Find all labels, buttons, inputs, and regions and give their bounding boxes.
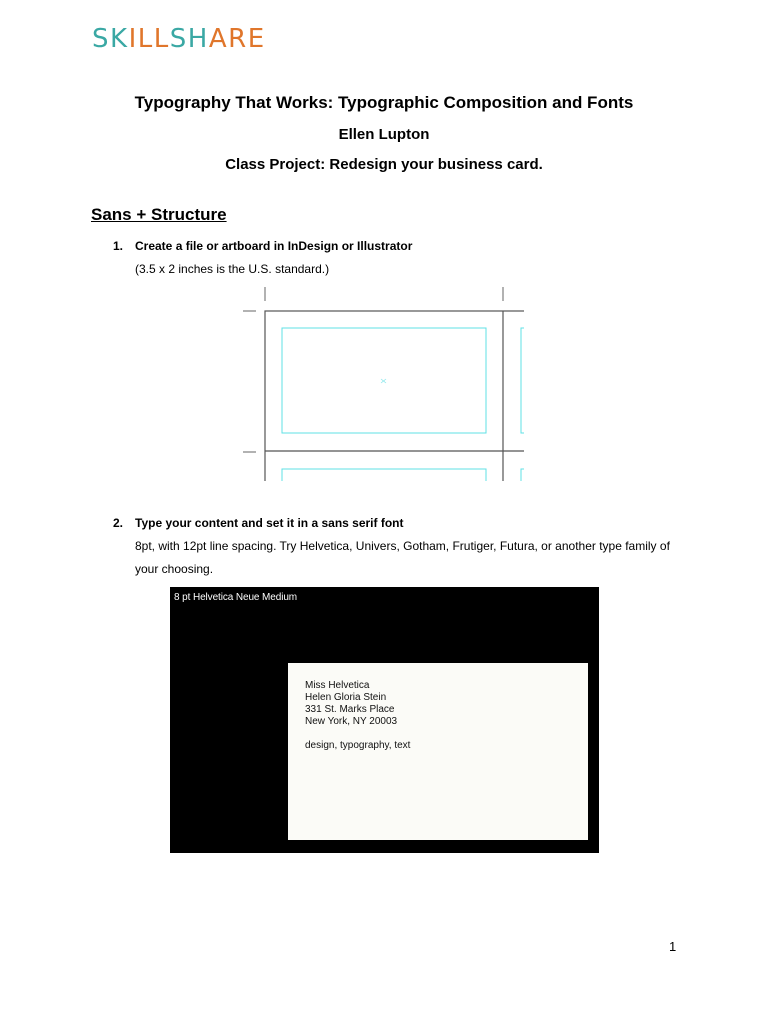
logo-letter: A (208, 24, 229, 54)
step-2-text: 8pt, with 12pt line spacing. Try Helvetica, Univers, Gotham, Frutiger, Futura, or another type family of your choosing. (135, 539, 670, 576)
logo-letter: E (247, 24, 266, 54)
card-text (305, 680, 410, 752)
logo-letter: S (92, 24, 111, 54)
margin-guide (521, 469, 524, 481)
logo-letter: K (110, 24, 129, 54)
logo-letter: H (187, 24, 209, 54)
logo-letter: I (128, 24, 138, 54)
author-name: Ellen Lupton (338, 126, 430, 143)
class-project: Class Project: Redesign your business card. (225, 156, 543, 173)
step-1-number: 1. (113, 239, 124, 253)
demo-font-label: 8 pt Helvetica Neue Medium (174, 592, 298, 603)
font-demo-image (170, 587, 599, 853)
margin-guide (282, 469, 486, 481)
logo-letter: S (169, 24, 188, 54)
section-heading: Sans + Structure (91, 205, 227, 224)
step-2-title: Type your content and set it in a sans serif font (135, 516, 404, 530)
logo-letter: L (137, 24, 154, 54)
card-line-tags: design, typography, text (305, 740, 411, 751)
step-1-title: Create a file or artboard in InDesign or Illustrator (135, 239, 413, 253)
logo-letter: R (228, 24, 248, 54)
logo-letter: L (153, 24, 170, 54)
card-line-name: Miss Helvetica (305, 680, 370, 691)
page-number: 1 (669, 939, 677, 954)
artboard-graphic (240, 283, 524, 481)
skillshare-logo (92, 24, 266, 54)
document-title: Typography That Works: Typographic Composition and Fonts (134, 93, 634, 112)
step-2-number: 2. (113, 516, 124, 530)
business-card (288, 663, 588, 840)
artboard-illustration (240, 283, 524, 481)
artboard-edge (265, 311, 524, 481)
margin-guide (521, 328, 524, 433)
card-line-full-name: Helen Gloria Stein (305, 692, 387, 703)
card-line-street: 331 St. Marks Place (305, 704, 395, 715)
card-line-city: New York, NY 20003 (305, 716, 398, 727)
step-1-text: (3.5 x 2 inches is the U.S. standard.) (135, 262, 330, 276)
